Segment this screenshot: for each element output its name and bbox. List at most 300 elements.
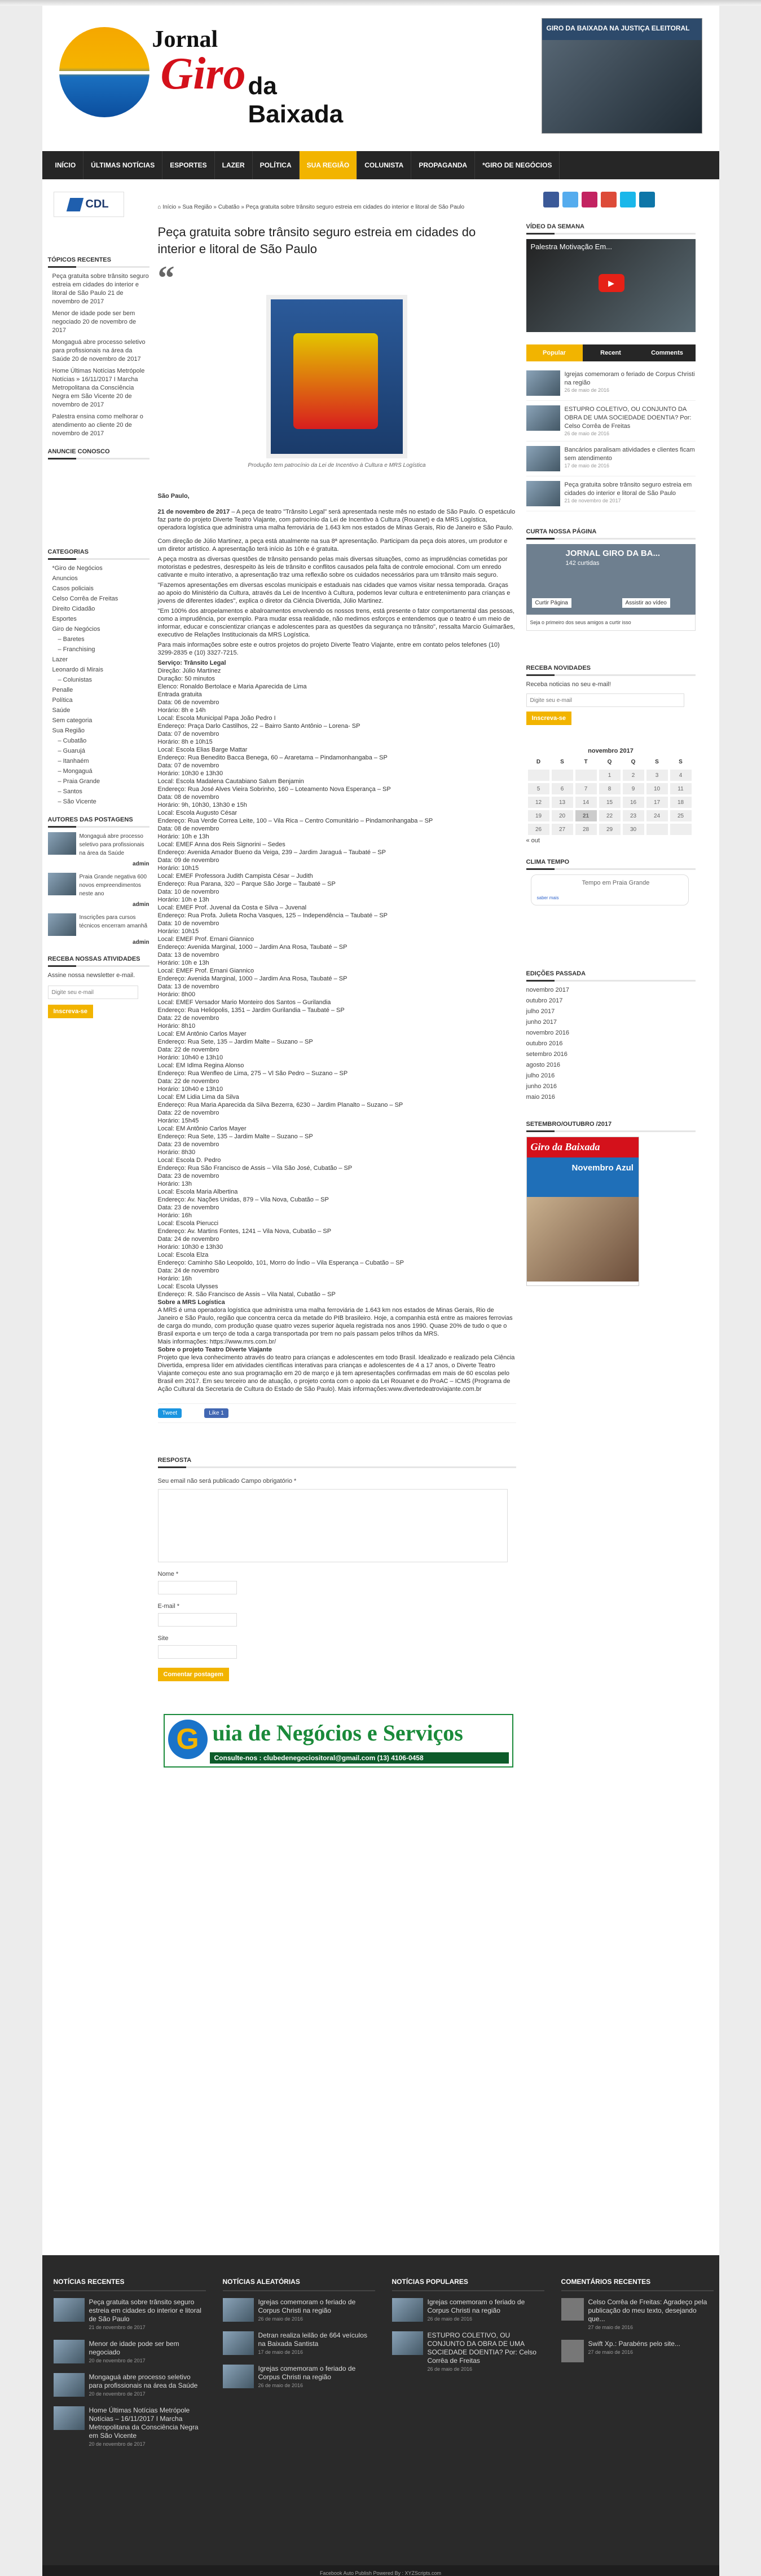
reply-note: Seu email não será publicado Campo obrigatório * xyxy=(157,1478,297,1484)
schedule-line: Endereço: Rua São Francisco de Assis – Vila São José, Cubatão – SP xyxy=(157,1165,353,1172)
header-ad-banner[interactable] xyxy=(542,18,702,134)
weather-more-link[interactable]: saber mais xyxy=(536,895,559,900)
popular-date: 26 de maio de 2016 xyxy=(564,431,610,436)
footer-item-title[interactable]: Swift Xp.: Parabéns pelo site... xyxy=(588,2340,680,2348)
footer-item-title[interactable]: ESTUPRO COLETIVO, OU CONJUNTO DA OBRA DE UMA SOCIEDADE DOENTIA? Por: Celso Corrêa de Freitas xyxy=(427,2331,536,2365)
schedule-line: Endereço: Av. Nações Unidas, 879 – Vila Nova, Cubatão – SP xyxy=(157,1196,329,1203)
calendar-day[interactable]: 2 xyxy=(622,769,645,781)
weather-text: Tempo em Praia Grande xyxy=(582,880,650,886)
calendar-day[interactable]: 26 xyxy=(527,823,550,836)
footer-item[interactable] xyxy=(54,2373,206,2398)
calendar-day[interactable]: 17 xyxy=(646,796,668,808)
category-item[interactable]: – Baretes xyxy=(58,636,85,643)
video-player[interactable] xyxy=(526,239,696,332)
guide-contact: Consulte-nos : clubedenegociositoral@gmail.com (13) 4106-0458 xyxy=(210,1752,509,1764)
footer-item-date: 17 de maio de 2016 xyxy=(258,2349,303,2355)
recent-topics-title: TÓPICOS RECENTES xyxy=(48,257,149,268)
article-place: São Paulo, xyxy=(157,493,190,500)
category-item[interactable]: – Guarujá xyxy=(58,748,85,754)
category-item[interactable]: – Mongaguá xyxy=(58,768,93,775)
quote-icon: “ xyxy=(157,259,175,297)
schedule-line: Local: Escola Maria Albertina xyxy=(157,1188,238,1195)
calendar-prev-link[interactable]: « out xyxy=(526,837,540,844)
category-item[interactable]: – Colunistas xyxy=(58,677,93,683)
popular-post[interactable] xyxy=(526,476,696,511)
edition-item[interactable]: outubro 2017 xyxy=(526,997,563,1004)
footer-item-title[interactable]: Mongaguá abre processo seletivo para profissionais na área da Saúde xyxy=(89,2373,198,2389)
edition-item[interactable]: julho 2016 xyxy=(526,1072,555,1079)
tab-2[interactable]: Comments xyxy=(639,344,696,361)
category-item[interactable]: Saúde xyxy=(52,707,71,714)
popular-title[interactable]: Peça gratuita sobre trânsito seguro estreia em cidades do interior e litoral de São Paulo xyxy=(564,481,692,497)
editions-title: EDIÇÕES PASSADA xyxy=(526,970,696,982)
site-label: Site xyxy=(157,1635,169,1642)
edition-item[interactable]: agosto 2016 xyxy=(526,1062,561,1068)
breadcrumb xyxy=(158,203,516,211)
newsletter-email-input[interactable] xyxy=(48,986,138,999)
main-nav xyxy=(42,151,719,179)
category-item[interactable]: Casos policiais xyxy=(52,585,94,592)
category-item[interactable]: Anuncios xyxy=(52,575,78,582)
facebook-widget[interactable] xyxy=(526,544,696,615)
author-name[interactable]: admin xyxy=(133,861,149,867)
advertise-title: ANUNCIE CONOSCO xyxy=(48,448,149,459)
calendar-day[interactable]: 25 xyxy=(670,810,692,822)
cdl-logo[interactable] xyxy=(54,192,124,217)
footer-item[interactable] xyxy=(392,2331,544,2374)
schedule-line: Data: 07 de novembro xyxy=(157,731,219,737)
schedule-line: Endereço: Rua Verde Correa Leite, 100 – Vila Rica – Centro Comunitário – Pindamonhangaba – SP xyxy=(157,818,433,824)
schedule-line: Endereço: Av. Martins Fontes, 1241 – Vila Nova, Cubatão – SP xyxy=(157,1228,332,1235)
calendar-day[interactable]: 28 xyxy=(575,823,597,836)
calendar-day[interactable]: 8 xyxy=(599,783,621,795)
schedule-line: Data: 22 de novembro xyxy=(157,1015,219,1022)
category-item[interactable]: Sem categoria xyxy=(52,717,93,724)
google-plus-icon[interactable] xyxy=(601,192,617,207)
popular-text xyxy=(565,446,696,471)
popular-thumbnail xyxy=(526,370,560,396)
reply-title: RESPOSTA xyxy=(158,1457,516,1468)
footer-thumbnail xyxy=(223,2298,254,2322)
edition-item[interactable]: maio 2016 xyxy=(526,1094,555,1101)
edition-item[interactable]: junho 2016 xyxy=(526,1083,557,1090)
page xyxy=(42,6,719,2576)
cdl-logo-text: CDL xyxy=(85,198,109,210)
category-item[interactable]: Esportes xyxy=(52,616,77,622)
recent-topic-item[interactable]: Mongaguá abre processo seletivo para profissionais na área da Saúde 20 de novembro de 2017 xyxy=(52,339,146,363)
footer-item-text xyxy=(428,2331,544,2374)
footer-item[interactable] xyxy=(54,2298,206,2332)
footer-item[interactable] xyxy=(223,2365,375,2390)
right-sidebar xyxy=(526,192,696,1286)
calendar-day[interactable]: 23 xyxy=(622,810,645,822)
nav-item-3[interactable]: LAZER xyxy=(215,151,253,179)
email-label: E-mail * xyxy=(157,1603,180,1610)
calendar-day[interactable]: 16 xyxy=(622,796,645,808)
calendar-day-header: S xyxy=(551,755,574,768)
schedule-line: Local: EMEF Prof. Ernani Giannico xyxy=(157,936,254,943)
schedule-line: Data: 09 de novembro xyxy=(157,857,219,864)
footer-item[interactable] xyxy=(223,2331,375,2357)
breadcrumb-text[interactable]: Início » Sua Região » Cubatão » Peça gratuita sobre trânsito seguro estreia em cidades do interior e litoral de São Paulo xyxy=(162,204,465,210)
category-item[interactable]: – São Vicente xyxy=(58,798,96,805)
about-mrs-link[interactable]: Mais informações: https://www.mrs.com.br/ xyxy=(157,1338,276,1345)
author-name[interactable]: admin xyxy=(133,939,149,945)
schedule-line: Local: EMEF Anna dos Reis Signorini – Sedes xyxy=(157,841,285,848)
footer-thumbnail xyxy=(54,2406,85,2430)
schedule-line: Data: 08 de novembro xyxy=(157,794,219,801)
footer-popular-title: NOTÍCIAS POPULARES xyxy=(392,2278,544,2291)
edition-item[interactable]: setembro 2016 xyxy=(526,1051,568,1058)
schedule-line: Data: 22 de novembro xyxy=(157,1110,219,1116)
calendar-day[interactable]: 27 xyxy=(551,823,574,836)
category-item[interactable]: – Cubatão xyxy=(58,737,87,744)
fb-page-name[interactable]: JORNAL GIRO DA BA... xyxy=(565,549,661,558)
footer-item-title[interactable]: Home Últimas Notícias Metrópole Notícias – 16/11/2017 I Marcha Metropolitana da Consciência Negra em São Vicente xyxy=(89,2406,199,2440)
schedule-line: Local: EM Idlma Regina Alonso xyxy=(157,1062,244,1069)
schedule-line: Horário: 8h10 xyxy=(157,1023,196,1029)
calendar-day-header: T xyxy=(575,755,597,768)
schedule-line: Local: Escola Madalena Cautabiano Salum Benjamin xyxy=(157,778,304,785)
footer-thumbnail xyxy=(54,2340,85,2363)
popular-title[interactable]: Igrejas comemoram o feriado de Corpus Christi na região xyxy=(564,371,695,386)
news-text: Receba noticias no seu e-mail! xyxy=(526,681,611,688)
popular-text xyxy=(565,481,696,506)
schedule-line: Data: 13 de novembro xyxy=(157,952,219,958)
footer-comments-title: COMENTÁRIOS RECENTES xyxy=(561,2278,714,2291)
weather-title: CLIMA TEMPO xyxy=(526,859,696,870)
logo-text-jornal: Jornal xyxy=(152,26,218,52)
footer-item-date: 26 de maio de 2016 xyxy=(258,2383,303,2388)
cover-month: Novembro Azul xyxy=(527,1157,639,1197)
schedule-line: Data: 23 de novembro xyxy=(157,1204,219,1211)
footer-item-text xyxy=(428,2298,544,2323)
schedule-line: Endereço: Avenida Marginal, 1000 – Jardim Ana Rosa, Taubaté – SP xyxy=(157,944,347,951)
vimeo-icon[interactable] xyxy=(620,192,636,207)
guide-g-icon: G xyxy=(168,1720,208,1759)
category-item[interactable]: Sua Região xyxy=(52,727,85,734)
calendar-day[interactable]: 24 xyxy=(646,810,668,822)
popular-post[interactable] xyxy=(526,401,696,441)
popular-title[interactable]: ESTUPRO COLETIVO, OU CONJUNTO DA OBRA DE UMA SOCIEDADE DOENTIA? Por: Celso Corrêa de Freitas xyxy=(564,406,692,430)
calendar-day[interactable]: 12 xyxy=(527,796,550,808)
calendar-day[interactable]: 18 xyxy=(670,796,692,808)
calendar-day[interactable]: 4 xyxy=(670,769,692,781)
site-input[interactable] xyxy=(158,1645,237,1659)
footer-item-text xyxy=(89,2406,206,2449)
calendar-day-header: Q xyxy=(599,755,621,768)
facebook-icon[interactable] xyxy=(543,192,559,207)
author-post[interactable] xyxy=(48,913,149,936)
stage-prop-image xyxy=(293,333,378,429)
cover-title: SETEMBRO/OUTUBRO /2017 xyxy=(526,1121,696,1132)
schedule-line: Data: 07 de novembro xyxy=(157,762,219,769)
calendar-day[interactable]: 3 xyxy=(646,769,668,781)
schedule-line: Duração: 50 minutos xyxy=(157,675,215,682)
footer-item-title[interactable]: Celso Corrêa de Freitas: Agradeço pela publicação do meu texto, desejando que... xyxy=(588,2298,707,2323)
category-item[interactable]: Penalle xyxy=(52,687,73,693)
schedule-line: Entrada gratuita xyxy=(157,691,202,698)
calendar-day[interactable]: 10 xyxy=(646,783,668,795)
tab-0[interactable]: Popular xyxy=(526,344,583,361)
schedule-line: Local: EM Lidia Lima da Silva xyxy=(157,1094,239,1101)
tab-1[interactable]: Recent xyxy=(583,344,639,361)
schedule-line: Data: 24 de novembro xyxy=(157,1236,219,1243)
logo-text-baixada: da Baixada xyxy=(248,72,344,128)
magazine-cover[interactable] xyxy=(526,1137,639,1286)
newsletter-subscribe-button[interactable]: Inscreva-se xyxy=(48,1005,94,1018)
twitter-icon[interactable] xyxy=(562,192,578,207)
edition-item[interactable]: junho 2017 xyxy=(526,1019,557,1026)
schedule-line: Horário: 10h e 13h xyxy=(157,896,209,903)
schedule-line: Horário: 16h xyxy=(157,1212,192,1219)
schedule-line: Data: 10 de novembro xyxy=(157,889,219,895)
paragraph-3: A peça mostra as diversas questões de trânsito pensando pelas mais diversas situações, como as imprudências cometidas por motoristas e pedestres, desrespeito às leis de trânsito e conflitos causados pela falta de controle emocional. Com um enredo cativante e muito interativo, a apresentação traz uma reflexão sobre os cuidados necessários para um trânsito mais seguro. xyxy=(157,556,508,578)
footer-item-text xyxy=(258,2365,375,2390)
popular-thumbnail xyxy=(526,405,560,431)
fb-likes: 142 curtidas xyxy=(565,560,600,567)
recent-topic-item[interactable]: Peça gratuita sobre trânsito seguro estreia em cidades do interior e litoral de São Paulo 21 de novembro de 2017 xyxy=(52,273,149,305)
footer-item-title[interactable]: Detran realiza leilão de 664 veículos na Baixada Santista xyxy=(258,2331,367,2348)
calendar-day[interactable]: 29 xyxy=(599,823,621,836)
footer-thumbnail xyxy=(223,2331,254,2355)
schedule-line: Endereço: Rua Heliópolis, 1351 – Jardim Gurilandia – Taubaté – SP xyxy=(157,1007,345,1014)
category-item[interactable]: Giro de Negócios xyxy=(52,626,100,633)
edition-item[interactable]: novembro 2016 xyxy=(526,1029,569,1036)
schedule-line: Data: 22 de novembro xyxy=(157,1078,219,1085)
footer-item[interactable] xyxy=(561,2298,714,2332)
calendar-day[interactable] xyxy=(670,823,692,836)
author-post[interactable] xyxy=(48,873,149,898)
schedule-line: Endereço: Rua Parana, 320 – Parque São Jorge – Taubaté – SP xyxy=(157,881,336,887)
edition-item[interactable]: julho 2017 xyxy=(526,1008,555,1015)
calendar-day[interactable]: 1 xyxy=(599,769,621,781)
instagram-icon[interactable] xyxy=(582,192,597,207)
guide-title: uia de Negócios e Serviços xyxy=(212,1720,463,1746)
footer-item[interactable] xyxy=(561,2340,714,2362)
nav-item-2[interactable]: ESPORTES xyxy=(162,151,214,179)
category-item[interactable]: – Santos xyxy=(58,788,82,795)
facebook-like-button[interactable]: Like 1 xyxy=(204,1408,228,1418)
calendar xyxy=(526,754,693,837)
category-item[interactable]: Lazer xyxy=(52,656,68,663)
footer-item-text xyxy=(89,2373,206,2398)
recent-topic-item[interactable]: Palestra ensina como melhorar o atendimento ao cliente 20 de novembro de 2017 xyxy=(52,413,143,437)
calendar-day[interactable]: 15 xyxy=(599,796,621,808)
author-post-thumbnail xyxy=(48,832,76,855)
category-item[interactable]: Celso Corrêa de Freitas xyxy=(52,595,118,602)
right-newsletter-input[interactable] xyxy=(526,693,684,707)
footer-item-date: 26 de maio de 2016 xyxy=(427,2316,473,2322)
fb-like-button[interactable]: Curtir Página xyxy=(532,598,571,608)
schedule-line: Horário: 10h30 e 13h30 xyxy=(157,770,223,777)
footer-thumbnail xyxy=(54,2373,85,2397)
category-item[interactable]: Direito Cidadão xyxy=(52,606,95,612)
name-label: Nome * xyxy=(157,1571,179,1578)
left-sidebar xyxy=(42,192,155,1018)
calendar-day[interactable]: 21 xyxy=(575,810,597,822)
schedule-line: Elenco: Ronaldo Bertolace e Maria Aparecida de Lima xyxy=(157,683,307,690)
calendar-day[interactable] xyxy=(575,769,597,781)
right-subscribe-button[interactable]: Inscreva-se xyxy=(526,712,572,725)
footer-item-title[interactable]: Peça gratuita sobre trânsito seguro estreia em cidades do interior e litoral de São Paulo xyxy=(89,2298,201,2323)
calendar-day[interactable]: 9 xyxy=(622,783,645,795)
footer-item-title[interactable]: Igrejas comemoram o feriado de Corpus Christi na região xyxy=(427,2298,525,2314)
calendar-day[interactable] xyxy=(646,823,668,836)
nav-item-8[interactable]: *GIRO DE NEGÓCIOS xyxy=(475,151,560,179)
footer-item-title[interactable]: Igrejas comemoram o feriado de Corpus Christi na região xyxy=(258,2365,356,2381)
schedule-line: Endereço: Rua Profa. Julieta Rocha Vasques, 125 – Independência – Taubaté – SP xyxy=(157,912,388,919)
nav-item-1[interactable]: ÚLTIMAS NOTÍCIAS xyxy=(83,151,162,179)
footer-credit: Facebook Auto Publish Powered By : XYZScripts.com xyxy=(42,2565,719,2576)
calendar-day[interactable]: 5 xyxy=(527,783,550,795)
schedule-title: Serviço: Trânsito Legal xyxy=(157,660,226,666)
site-logo[interactable] xyxy=(59,21,353,129)
calendar-day[interactable]: 19 xyxy=(527,810,550,822)
schedule-line: Data: 23 de novembro xyxy=(157,1173,219,1179)
footer-item-title[interactable]: Menor de idade pode ser bem negociado xyxy=(89,2340,179,2356)
calendar-day[interactable]: 30 xyxy=(622,823,645,836)
submit-comment-button[interactable]: Comentar postagem xyxy=(158,1668,229,1681)
schedule-line: Data: 22 de novembro xyxy=(157,1046,219,1053)
author-post-title: Praia Grande negativa 600 novos empreendimentos neste ano xyxy=(79,874,147,897)
home-icon: ⌂ xyxy=(157,204,163,210)
schedule-line: Local: EM Antônio Carlos Mayer xyxy=(157,1031,247,1037)
footer-item[interactable] xyxy=(54,2406,206,2449)
category-item[interactable]: – Praia Grande xyxy=(58,778,100,785)
popular-thumbnail xyxy=(526,446,560,471)
category-item[interactable]: – Franchising xyxy=(58,646,95,653)
about-diverte-title: Sobre o projeto Teatro Diverte Viajante xyxy=(157,1346,272,1353)
schedule-line: Horário: 8h e 14h xyxy=(157,707,206,714)
comment-textarea[interactable] xyxy=(158,1489,508,1562)
schedule-line: Endereço: Rua Benedito Bacca Benega, 60 – Araretama – Pindamonhangaba – SP xyxy=(157,754,388,761)
popular-title[interactable]: Bancários paralisam atividades e clientes ficam sem atendimento xyxy=(564,447,695,462)
popular-date: 21 de novembro de 2017 xyxy=(564,498,621,503)
nav-item-7[interactable]: PROPAGANDA xyxy=(411,151,475,179)
nav-item-4[interactable]: POLÍTICA xyxy=(253,151,300,179)
footer-item-text xyxy=(588,2298,714,2332)
author-post-title: Mongaguá abre processo seletivo para profissionais na área da Saúde xyxy=(79,833,144,856)
schedule-line: Local: EMEF Professora Judith Campista César – Judith xyxy=(157,873,313,880)
about-diverte-text: Projeto que leva conhecimento através do teatro para crianças e adolescentes em todo Brasil. Idealizado e realizado pela Ciência Divertida, empresa líder em atividades científicas interativas para crianças e adolescentes de 4 a 17 anos, o Diverte Teatro Viajante começou este ano sua programação em 20 de março e já tem apresentações confirmadas em mais de 60 escolas pelo Brasil em 2017. Em seu terceiro ano de atuação, o projeto conta com o apoio da Lei Rouanet e do ProAC – ICMS (Programa de Ação Cultural da Secretaria de Cultura do Estado de São Paulo). Mais informações:www.divertedeatroviajante.com.br xyxy=(157,1354,515,1393)
footer-random-title: NOTÍCIAS ALEATÓRIAS xyxy=(223,2278,375,2291)
schedule-line: Horário: 10h15 xyxy=(157,928,199,935)
recent-topic-item[interactable]: Home Últimas Notícias Metrópole Notícias » 16/11/2017 I Marcha Metropolitana da Consciência Negra em São Vicente 20 de novembro de 2017 xyxy=(52,368,145,408)
fb-video-button[interactable]: Assistir ao vídeo xyxy=(622,598,670,608)
nav-item-6[interactable]: COLUNISTA xyxy=(357,151,411,179)
calendar-day-header: S xyxy=(646,755,668,768)
recent-topic-item[interactable]: Menor de idade pode ser bem negociado 20 de novembro de 2017 xyxy=(52,310,137,334)
footer-thumbnail xyxy=(392,2298,423,2322)
nav-item-5[interactable]: SUA REGIÃO xyxy=(300,151,358,179)
email-input[interactable] xyxy=(158,1613,237,1627)
schedule-line: Horário: 10h e 13h xyxy=(157,960,209,966)
category-item[interactable]: – Itanhaém xyxy=(58,758,89,765)
edition-item[interactable]: outubro 2016 xyxy=(526,1040,563,1047)
schedule-line: Local: Escola Elza xyxy=(157,1252,209,1258)
calendar-day[interactable]: 6 xyxy=(551,783,574,795)
schedule-line: Local: Escola Elias Barge Mattar xyxy=(157,746,248,753)
author-post-thumbnail xyxy=(48,873,76,895)
schedule-line: Local: Escola Ulysses xyxy=(157,1283,218,1290)
edition-item[interactable]: novembro 2017 xyxy=(526,987,569,993)
category-item[interactable]: *Giro de Negócios xyxy=(52,565,103,572)
footer-thumbnail xyxy=(392,2331,423,2355)
calendar-day[interactable]: 14 xyxy=(575,796,597,808)
schedule-line: Endereço: Caminho São Leopoldo, 101, Morro do Índio – Vila Esperança – Cubatão – SP xyxy=(157,1260,404,1266)
logo-text-giro: Giro xyxy=(160,49,246,99)
footer-item-title[interactable]: Igrejas comemoram o feriado de Corpus Christi na região xyxy=(258,2298,356,2314)
weather-widget[interactable] xyxy=(531,874,689,905)
footer-item[interactable] xyxy=(54,2340,206,2365)
tweet-button[interactable]: Tweet xyxy=(158,1408,182,1418)
schedule-line: Endereço: R. São Francisco de Assis – Vila Natal, Cubatão – SP xyxy=(157,1291,336,1298)
avatar xyxy=(561,2340,584,2362)
popular-date: 26 de maio de 2016 xyxy=(564,387,610,393)
calendar-day[interactable]: 20 xyxy=(551,810,574,822)
schedule-line: Horário: 10h e 13h xyxy=(157,833,209,840)
article-title: Peça gratuita sobre trânsito seguro estreia em cidades do interior e litoral de São Paulo xyxy=(157,225,476,256)
popular-post[interactable] xyxy=(526,366,696,401)
footer-item-date: 20 de novembro de 2017 xyxy=(89,2441,146,2447)
category-item[interactable]: Leonardo di Mirais xyxy=(52,666,103,673)
footer-recent-title: NOTÍCIAS RECENTES xyxy=(54,2278,206,2291)
schedule-line: Data: 08 de novembro xyxy=(157,825,219,832)
nav-item-0[interactable]: INÍCIO xyxy=(48,151,84,179)
business-guide-banner[interactable] xyxy=(164,1714,513,1768)
fb-post-text: Seja o primeiro dos seus amigos a curtir isso xyxy=(526,615,696,631)
social-icons xyxy=(543,192,696,207)
popular-text xyxy=(565,405,696,436)
footer-item[interactable] xyxy=(223,2298,375,2323)
schedule-line: Horário: 10h30 e 13h30 xyxy=(157,1244,223,1251)
calendar-day[interactable] xyxy=(527,769,550,781)
play-icon[interactable]: ▶ xyxy=(599,274,624,292)
site-header xyxy=(42,6,719,144)
footer xyxy=(42,2255,719,2565)
top-shadow xyxy=(0,0,761,6)
about-mrs-title: Sobre a MRS Logística xyxy=(157,1299,225,1306)
authors-title: AUTORES DAS POSTAGENS xyxy=(48,816,149,828)
author-name[interactable]: admin xyxy=(133,902,149,908)
linkedin-icon[interactable] xyxy=(639,192,655,207)
header-ad-text: GIRO DA BAIXADA NA JUSTIÇA ELEITORAL xyxy=(542,19,702,40)
calendar-title: novembro 2017 xyxy=(588,748,634,754)
popular-post[interactable] xyxy=(526,441,696,476)
schedule-line: Horário: 8h00 xyxy=(157,991,196,998)
footer-item[interactable] xyxy=(392,2298,544,2323)
cover-masthead: Giro da Baixada xyxy=(527,1137,639,1157)
name-input[interactable] xyxy=(158,1581,237,1594)
schedule-line: Horário: 9h, 10h30, 13h30 e 15h xyxy=(157,802,247,808)
news-title: RECEBA NOVIDADES xyxy=(526,665,696,676)
footer-item-date: 26 de maio de 2016 xyxy=(427,2366,473,2372)
calendar-day[interactable]: 13 xyxy=(551,796,574,808)
calendar-day[interactable]: 22 xyxy=(599,810,621,822)
article-image[interactable] xyxy=(266,295,407,458)
calendar-day[interactable]: 7 xyxy=(575,783,597,795)
schedule-line: Local: Escola D. Pedro xyxy=(157,1157,221,1164)
schedule-line: Horário: 10h40 e 13h10 xyxy=(157,1054,223,1061)
category-item[interactable]: Política xyxy=(52,697,73,704)
author-post[interactable] xyxy=(48,832,149,858)
calendar-day-header: S xyxy=(670,755,692,768)
calendar-day[interactable] xyxy=(551,769,574,781)
video-title: VÍDEO DA SEMANA xyxy=(526,223,696,235)
calendar-day[interactable]: 11 xyxy=(670,783,692,795)
footer-item-text xyxy=(258,2331,375,2357)
